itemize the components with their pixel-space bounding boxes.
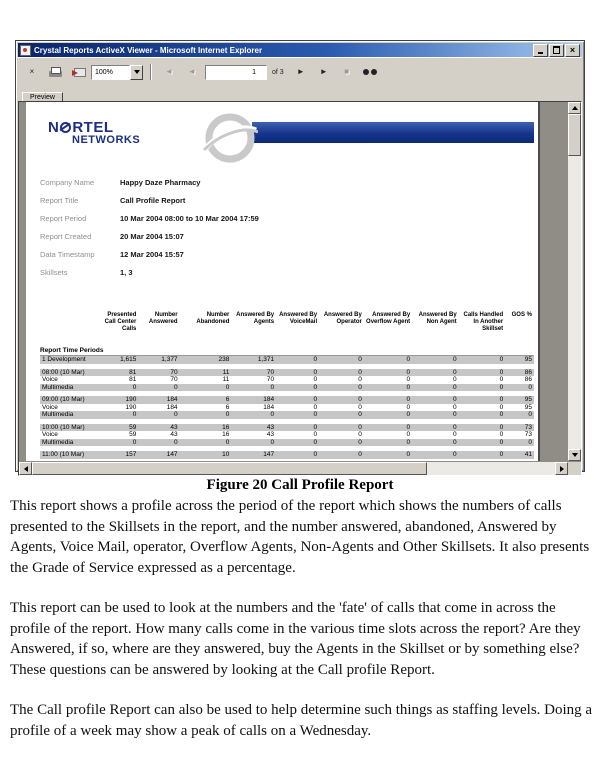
logo-text-end: RTEL xyxy=(72,119,114,136)
row-value: 0 xyxy=(406,356,411,363)
column-header: Answered By VoiceMail xyxy=(279,312,318,325)
row-value: 0 xyxy=(406,368,411,376)
table-row xyxy=(40,369,534,377)
table-section-label: Report Time Periods xyxy=(40,346,534,356)
close-button[interactable] xyxy=(565,44,580,57)
row-value: 0 xyxy=(358,411,362,418)
row-value: 0 xyxy=(313,376,318,383)
row-value: 0 xyxy=(406,411,411,418)
nortel-logo xyxy=(48,119,140,146)
table-row xyxy=(40,404,534,412)
table-row xyxy=(40,396,534,404)
row-value: 0 xyxy=(313,431,318,438)
row-value: 6 xyxy=(225,403,230,411)
row-value: 41 xyxy=(524,451,532,458)
row-value: 0 xyxy=(358,356,362,363)
row-value: 0 xyxy=(499,403,504,411)
row-value: 0 xyxy=(132,411,137,418)
row-value: 59 xyxy=(129,423,137,431)
chevron-down-icon xyxy=(134,70,140,74)
last-page-button[interactable] xyxy=(314,62,334,82)
row-value: 184 xyxy=(166,403,178,411)
report-field xyxy=(40,268,538,286)
page-count-label: of 3 xyxy=(272,68,284,76)
field-value: Call Profile Report xyxy=(120,196,186,205)
table-header-row xyxy=(40,312,534,333)
row-value: 0 xyxy=(270,438,275,446)
row-value: 0 xyxy=(358,451,362,458)
row-value: 0 xyxy=(453,356,457,363)
title-bar xyxy=(18,43,582,57)
column-header: GOS % xyxy=(511,312,532,318)
row-value: 0 xyxy=(313,403,318,411)
body-paragraph: This report shows a profile across the period of the report which shows the numbers of calls presented to the Skillsets in the report, and the number answered, abandoned, Answered by Agents, Voice Mail, operator, Overflow Agents, Non-Agents and Other Skillsets. It also presents the Grade of Service expressed as a percentage. xyxy=(10,498,590,576)
table-row xyxy=(40,451,534,459)
report-field xyxy=(40,232,538,250)
body-paragraph: The Call profile Report can also be used to help determine such things as staffing levels. Doing a profile of a week may show a peak of calls on a Wednesday. xyxy=(10,702,593,739)
row-value: 70 xyxy=(266,376,275,383)
row-value: 238 xyxy=(218,356,230,363)
minimize-button[interactable] xyxy=(533,44,548,57)
vertical-scrollbar[interactable] xyxy=(568,102,581,461)
column-header: Presented Call Center Calls xyxy=(104,312,137,332)
row-value: 0 xyxy=(225,383,230,391)
row-value: 6 xyxy=(225,396,230,403)
row-label: Voice xyxy=(42,431,58,438)
row-value: 0 xyxy=(358,431,362,438)
zoom-dropdown-button[interactable] xyxy=(130,65,143,80)
close-icon: × xyxy=(569,44,576,55)
row-value: 95 xyxy=(524,356,532,363)
table-row xyxy=(40,384,534,392)
stop-button[interactable] xyxy=(337,62,357,82)
table-body xyxy=(40,356,534,459)
report-field xyxy=(40,214,538,232)
row-value: 0 xyxy=(313,451,318,458)
row-value: 0 xyxy=(313,396,318,403)
field-label: Report Period xyxy=(40,214,87,223)
row-value: 0 xyxy=(499,451,504,458)
row-value: 0 xyxy=(499,383,504,391)
row-value: 0 xyxy=(453,411,457,418)
last-page-icon: ► xyxy=(319,67,328,76)
row-value: 0 xyxy=(270,411,275,418)
row-value: 0 xyxy=(453,396,457,403)
column-header: Answered By Overflow Agent xyxy=(366,312,411,325)
table-row xyxy=(40,431,534,439)
row-value: 190 xyxy=(125,396,137,403)
row-value: 0 xyxy=(453,438,457,446)
row-label: Voice xyxy=(42,403,58,411)
row-value: 0 xyxy=(173,438,178,446)
row-value: 11 xyxy=(222,376,230,383)
page-number-input[interactable] xyxy=(205,65,267,80)
row-value: 0 xyxy=(499,423,504,431)
table-row xyxy=(40,424,534,432)
row-value: 86 xyxy=(524,376,532,383)
row-value: 73 xyxy=(524,423,532,431)
row-value: 0 xyxy=(406,396,411,403)
column-header: Answered By Operator xyxy=(323,312,362,325)
header-banner xyxy=(252,122,534,143)
logo-text-line2: NETWORKS xyxy=(72,134,141,146)
printer-icon xyxy=(49,67,62,78)
row-value: 1,615 xyxy=(120,356,137,363)
browser-window xyxy=(15,40,585,472)
scroll-right-button[interactable] xyxy=(555,462,568,475)
row-value: 43 xyxy=(266,423,275,431)
row-value: 0 xyxy=(406,403,411,411)
row-value: 0 xyxy=(406,451,411,458)
row-value: 0 xyxy=(132,383,137,391)
arrow-up-icon xyxy=(572,106,578,110)
row-value: 184 xyxy=(263,403,275,411)
body-paragraph: This report can be used to look at the numbers and the 'fate' of calls that come in across the profile of the report. How many calls come in the various time slots across the report? Are they Answered, if so, where are they answered, buy the Agents in the Skillset or by something else? These questions can be answered by looking at the Call profile Report. xyxy=(10,600,581,678)
row-value: 0 xyxy=(406,383,411,391)
field-label: Company Name xyxy=(40,178,95,187)
row-value: 0 xyxy=(499,438,504,446)
report-table xyxy=(40,312,534,459)
first-page-icon: ◄ xyxy=(165,67,173,76)
report-field xyxy=(40,178,538,196)
tab-preview[interactable]: Preview xyxy=(22,92,63,103)
row-value: 0 xyxy=(358,383,362,391)
scroll-left-button[interactable] xyxy=(19,462,32,475)
row-value: 0 xyxy=(173,411,178,418)
row-value: 0 xyxy=(358,376,362,383)
row-label: Multimedia xyxy=(42,383,74,391)
column-header: Number Abandoned xyxy=(196,312,230,325)
row-label: 10:00 (10 Mar) xyxy=(42,423,85,431)
table-row xyxy=(40,356,534,364)
report-field xyxy=(40,250,538,268)
row-value: 147 xyxy=(263,451,275,458)
row-value: 0 xyxy=(453,423,457,431)
row-value: 59 xyxy=(129,431,137,438)
export-icon xyxy=(72,67,85,77)
row-value: 70 xyxy=(266,368,275,376)
row-value: 0 xyxy=(499,431,504,438)
globe-swoosh-icon xyxy=(202,110,258,166)
export-button[interactable] xyxy=(68,62,88,82)
row-value: 0 xyxy=(358,438,362,446)
zoom-value: 100% xyxy=(91,65,130,80)
field-label: Data Timestamp xyxy=(40,250,95,259)
field-value: 1, 3 xyxy=(120,268,133,277)
row-value: 0 xyxy=(358,368,362,376)
row-value: 73 xyxy=(524,431,532,438)
row-value: 81 xyxy=(129,376,137,383)
search-button[interactable] xyxy=(360,62,380,82)
row-value: 70 xyxy=(170,368,178,376)
row-value: 0 xyxy=(313,356,318,363)
row-value: 0 xyxy=(358,396,362,403)
row-value: 16 xyxy=(222,431,230,438)
close-viewer-button[interactable] xyxy=(22,62,42,82)
horizontal-scroll-thumb[interactable] xyxy=(32,462,427,475)
row-value: 184 xyxy=(263,396,275,403)
field-value: Happy Daze Pharmacy xyxy=(120,178,201,187)
field-label: Skillsets xyxy=(40,268,68,277)
row-label: Multimedia xyxy=(42,411,74,418)
field-value: 20 Mar 2004 15:07 xyxy=(120,232,184,241)
row-value: 0 xyxy=(313,423,318,431)
row-value: 43 xyxy=(170,423,178,431)
scrollbar-corner xyxy=(568,462,581,475)
row-value: 86 xyxy=(524,368,532,376)
row-value: 0 xyxy=(406,376,411,383)
row-value: 0 xyxy=(499,368,504,376)
zoom-dropdown[interactable] xyxy=(91,65,143,80)
crystal-reports-app-icon xyxy=(20,45,31,56)
field-label: Report Title xyxy=(40,196,79,205)
scroll-up-button[interactable] xyxy=(568,102,581,114)
binoculars-icon xyxy=(363,68,377,76)
maximize-icon xyxy=(553,46,560,54)
row-value: 0 xyxy=(313,438,318,446)
row-value: 0 xyxy=(453,431,457,438)
row-label: Voice xyxy=(42,376,58,383)
viewer-content xyxy=(18,101,582,476)
column-header: Answered By Non Agent xyxy=(418,312,457,325)
table-row xyxy=(40,376,534,384)
field-label: Report Created xyxy=(40,232,92,241)
row-value: 11 xyxy=(222,368,230,376)
row-value: 147 xyxy=(166,451,178,458)
row-value: 1,371 xyxy=(257,356,275,363)
row-value: 0 xyxy=(499,356,504,363)
tab-row xyxy=(18,86,582,101)
row-value: 10 xyxy=(222,451,230,458)
row-value: 43 xyxy=(170,431,178,438)
row-value: 0 xyxy=(528,383,532,391)
maximize-button[interactable] xyxy=(549,44,564,57)
row-label: 1 Development xyxy=(42,356,86,363)
row-value: 0 xyxy=(313,383,318,391)
toolbar-separator xyxy=(150,64,152,80)
row-value: 0 xyxy=(270,383,275,391)
row-value: 16 xyxy=(222,423,230,431)
row-value: 0 xyxy=(453,451,457,458)
row-label: Multimedia xyxy=(42,438,74,446)
nortel-globe-o-icon xyxy=(60,122,71,133)
row-value: 0 xyxy=(453,403,457,411)
row-value: 70 xyxy=(170,376,178,383)
row-value: 190 xyxy=(125,403,137,411)
field-value: 12 Mar 2004 15:57 xyxy=(120,250,184,259)
horizontal-scrollbar[interactable] xyxy=(19,462,568,475)
row-value: 95 xyxy=(524,403,532,411)
row-value: 0 xyxy=(225,438,230,446)
prev-page-icon: ◄ xyxy=(188,67,196,76)
row-value: 0 xyxy=(406,438,411,446)
row-value: 0 xyxy=(225,411,230,418)
report-header xyxy=(40,112,536,164)
scroll-down-button[interactable] xyxy=(568,449,581,461)
body-text xyxy=(10,496,593,761)
print-button[interactable] xyxy=(45,62,65,82)
table-row xyxy=(40,439,534,447)
viewer-toolbar xyxy=(18,57,582,86)
column-header: Calls Handled In Another Skillset xyxy=(463,312,504,332)
next-page-icon: ► xyxy=(296,67,305,76)
first-page-button[interactable] xyxy=(159,62,179,82)
stop-icon: ■ xyxy=(344,67,350,76)
row-value: 0 xyxy=(499,376,504,383)
row-value: 0 xyxy=(313,368,318,376)
row-value: 0 xyxy=(173,383,178,391)
logo-text-start: N xyxy=(48,119,60,136)
column-header: Number Answered xyxy=(148,312,178,325)
report-field xyxy=(40,196,538,214)
field-value: 10 Mar 2004 08:00 to 10 Mar 2004 17:59 xyxy=(120,214,259,223)
prev-page-button[interactable] xyxy=(182,62,202,82)
row-value: 0 xyxy=(453,368,457,376)
report-info-fields xyxy=(40,178,538,286)
window-title: Crystal Reports ActiveX Viewer - Microsoft Internet Explorer xyxy=(34,45,263,55)
row-value: 0 xyxy=(132,438,137,446)
row-value: 0 xyxy=(453,383,457,391)
row-value: 0 xyxy=(499,411,504,418)
column-header: Answered By Agents xyxy=(236,312,275,325)
row-label: 08:00 (10 Mar) xyxy=(42,368,85,376)
vertical-scroll-thumb[interactable] xyxy=(568,114,581,156)
row-value: 0 xyxy=(313,411,318,418)
row-value: 0 xyxy=(358,423,362,431)
figure-caption: Figure 20 Call Profile Report xyxy=(206,477,394,493)
row-value: 43 xyxy=(266,431,275,438)
row-value: 81 xyxy=(129,368,137,376)
next-page-button[interactable] xyxy=(291,62,311,82)
row-value: 0 xyxy=(406,423,411,431)
arrow-right-icon xyxy=(560,466,564,472)
close-viewer-icon: × xyxy=(29,67,35,76)
row-value: 157 xyxy=(125,451,137,458)
arrow-down-icon xyxy=(572,453,578,457)
row-value: 0 xyxy=(358,403,362,411)
row-value: 0 xyxy=(528,438,532,446)
table-row xyxy=(40,411,534,419)
arrow-left-icon xyxy=(24,466,28,472)
column-header xyxy=(40,312,97,333)
report-page xyxy=(26,102,540,461)
row-value: 0 xyxy=(453,376,457,383)
row-value: 0 xyxy=(528,411,532,418)
minimize-icon xyxy=(538,52,543,54)
row-label: 09:00 (10 Mar) xyxy=(42,396,85,403)
row-value: 184 xyxy=(166,396,178,403)
row-value: 0 xyxy=(499,396,504,403)
row-label: 11:00 (10 Mar) xyxy=(42,451,85,458)
row-value: 95 xyxy=(524,396,532,403)
row-value: 0 xyxy=(406,431,411,438)
row-value: 1,377 xyxy=(161,356,178,363)
